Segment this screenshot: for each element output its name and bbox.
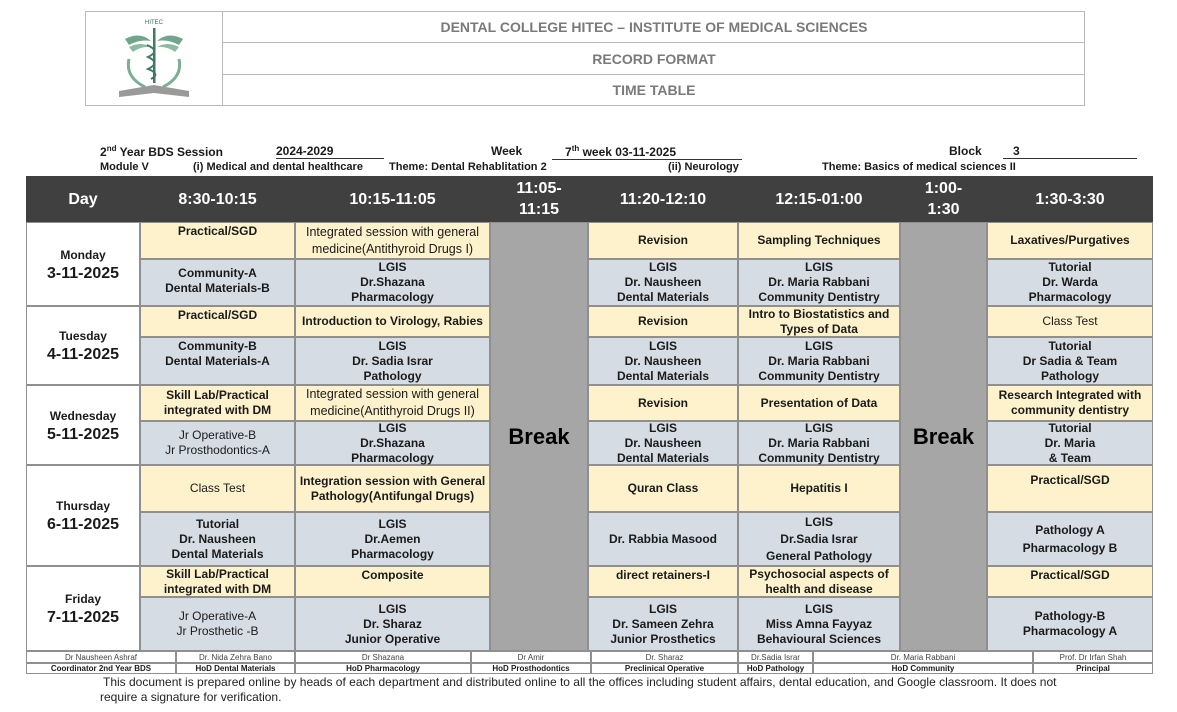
tue-slot1-detail: Community-B Dental Materials-A [140,337,295,385]
fri-slot2-detail: LGIS Dr. Sharaz Junior Operative [295,597,490,651]
sig-name-pathology: Dr.Sadia Israr [738,651,813,663]
mon-slot3-detail: LGIS Dr. Nausheen Dental Materials [588,259,738,306]
mon-slot1-activity: Practical/SGD [140,222,295,259]
tue-slot4-activity: Intro to Biostatistics and Types of Data [738,306,900,337]
tue-slot1-activity: Practical/SGD [140,306,295,337]
col-header-break2: 1:00-1:30 [924,180,963,218]
thu-slot4-detail: LGIS Dr.Sadia Israr General Pathology [738,512,900,566]
fri-slot1-activity: Skill Lab/Practical integrated with DM [140,566,295,597]
day-thursday: Thursday 6-11-2025 [26,465,140,566]
college-logo [85,11,223,106]
col-header-slot2: 10:15-11:05 [349,190,436,208]
sig-role-dental-materials: HoD Dental Materials [176,663,295,674]
tue-slot3-activity: Revision [588,306,738,337]
wed-slot2-detail: LGIS Dr.Shazana Pharmacology [295,421,490,465]
college-title: DENTAL COLLEGE HITEC – INSTITUTE OF MEDICAL SCIENCES [223,11,1085,43]
sig-name-principal: Prof. Dr Irfan Shah [1033,651,1153,663]
sig-role-operative: Preclinical Operative [591,663,738,674]
fri-slot4-detail: LGIS Miss Amna Fayyaz Behavioural Sciences [738,597,900,651]
break-column-2: Break [900,222,987,651]
wed-slot3-activity: Revision [588,385,738,421]
thu-slot2-activity: Integration session with General Pathology(Antifungal Drugs) [295,465,490,512]
mon-slot4-detail: LGIS Dr. Maria Rabbani Community Dentistry [738,259,900,306]
sig-role-pathology: HoD Pathology [738,663,813,674]
col-header-slot4: 12:15-01:00 [775,190,863,208]
wed-slot1-detail: Jr Operative-B Jr Prosthodontics-A [140,421,295,465]
tue-slot2-activity: Introduction to Virology, Rabies [295,306,490,337]
tue-slot4-detail: LGIS Dr. Maria Rabbani Community Dentistry [738,337,900,385]
footer-note-line1: This document is prepared online by heads of each department and distributed online to all the offices including student affairs, dental education, and Google classroom. It does not [103,675,1057,689]
thu-slot1-detail: Tutorial Dr. Nausheen Dental Materials [140,512,295,566]
day-tuesday: Tuesday 4-11-2025 [26,306,140,385]
fri-slot1-detail: Jr Operative-A Jr Prosthetic -B [140,597,295,651]
year-session-label: 2nd Year BDS Session [100,144,223,159]
logo-cell [85,11,223,106]
col-header-slot5: 1:30-3:30 [1035,190,1105,208]
tue-slot5-detail: Tutorial Dr Sadia & Team Pathology [987,337,1153,385]
wed-slot4-detail: LGIS Dr. Maria Rabbani Community Dentistry [738,421,900,465]
col-header-slot1: 8:30-10:15 [178,190,257,208]
mon-slot2-activity: Integrated session with general medicine(Antithyroid Drugs I) [295,222,490,259]
block-value: 3 [1003,144,1137,159]
tue-slot3-detail: LGIS Dr. Nausheen Dental Materials [588,337,738,385]
thu-slot3-activity: Quran Class [588,465,738,512]
mon-slot4-activity: Sampling Techniques [738,222,900,259]
sig-name-pharmacology: Dr Shazana [295,651,471,663]
mon-slot5-activity: Laxatives/Purgatives [987,222,1153,259]
fri-slot3-detail: LGIS Dr. Sameen Zehra Junior Prosthetics [588,597,738,651]
week-value: 7th week 03-11-2025 [552,144,742,160]
col-header-slot3: 11:20-12:10 [619,190,707,208]
logo-text: HITEC [145,20,163,26]
wed-slot3-detail: LGIS Dr. Nausheen Dental Materials [588,421,738,465]
sig-role-principal: Principal [1033,663,1153,674]
thu-slot1-activity: Class Test [140,465,295,512]
block-label: Block [949,144,982,158]
sig-role-coordinator: Coordinator 2nd Year BDS [26,663,176,674]
thu-slot5-activity: Practical/SGD [987,465,1153,512]
sig-name-community: Dr. Maria Rabbani [813,651,1033,663]
session-value: 2024-2029 [276,144,384,159]
wed-slot5-detail: Tutorial Dr. Maria & Team [987,421,1153,465]
time-table-label: TIME TABLE [612,82,696,98]
fri-slot5-detail: Pathology-B Pharmacology A [987,597,1153,651]
day-monday: Monday 3-11-2025 [26,222,140,306]
mon-slot5-detail: Tutorial Dr. Warda Pharmacology [987,259,1153,306]
col-header-break1: 11:05-11:15 [516,180,562,218]
sig-name-prosthodontics: Dr Amir [471,651,591,663]
wed-slot4-activity: Presentation of Data [738,385,900,421]
thu-slot4-activity: Hepatitis I [738,465,900,512]
sig-name-dental-materials: Dr. Nida Zehra Bano [176,651,295,663]
thu-slot3-detail: Dr. Rabbia Masood [588,512,738,566]
tue-slot2-detail: LGIS Dr. Sadia Israr Pathology [295,337,490,385]
sig-role-pharmacology: HoD Pharmacology [295,663,471,674]
sig-role-prosthodontics: HoD Prosthodontics [471,663,591,674]
mon-slot1-detail: Community-A Dental Materials-B [140,259,295,306]
record-format-label: RECORD FORMAT [223,43,1085,75]
sig-name-coordinator: Dr Nausheen Ashraf [26,651,176,663]
tue-slot5-activity: Class Test [987,306,1153,337]
sig-name-operative: Dr. Sharaz [591,651,738,663]
module-label: Module V [100,161,149,173]
module-ii: (ii) Neurology [668,161,739,173]
wed-slot2-activity: Integrated session with general medicine(Antithyroid Drugs II) [295,385,490,421]
mon-slot2-detail: LGIS Dr.Shazana Pharmacology [295,259,490,306]
fri-slot4-activity: Psychosocial aspects of health and disease [738,566,900,597]
day-friday: Friday 7-11-2025 [26,566,140,651]
sig-role-community: HoD Community [813,663,1033,674]
col-header-day: Day [68,190,98,208]
wed-slot1-activity: Skill Lab/Practical integrated with DM [140,385,295,421]
footer-note-line2: require a signature for verification. [100,690,282,704]
week-label: Week [491,144,523,158]
mon-slot3-activity: Revision [588,222,738,259]
theme-2: Theme: Basics of medical sciences II [822,161,1016,173]
theme-1: Theme: Dental Rehablitation 2 [389,161,547,173]
thu-slot5-detail: Pathology A Pharmacology B [987,512,1153,566]
wed-slot5-activity: Research Integrated with community dentistry [987,385,1153,421]
fri-slot2-activity: Composite [295,566,490,597]
fri-slot5-activity: Practical/SGD [987,566,1153,597]
module-i: (i) Medical and dental healthcare [193,161,363,173]
day-wednesday: Wednesday 5-11-2025 [26,385,140,465]
fri-slot3-activity: direct retainers-I [588,566,738,597]
break-column-1: Break [490,222,588,651]
thu-slot2-detail: LGIS Dr.Aemen Pharmacology [295,512,490,566]
